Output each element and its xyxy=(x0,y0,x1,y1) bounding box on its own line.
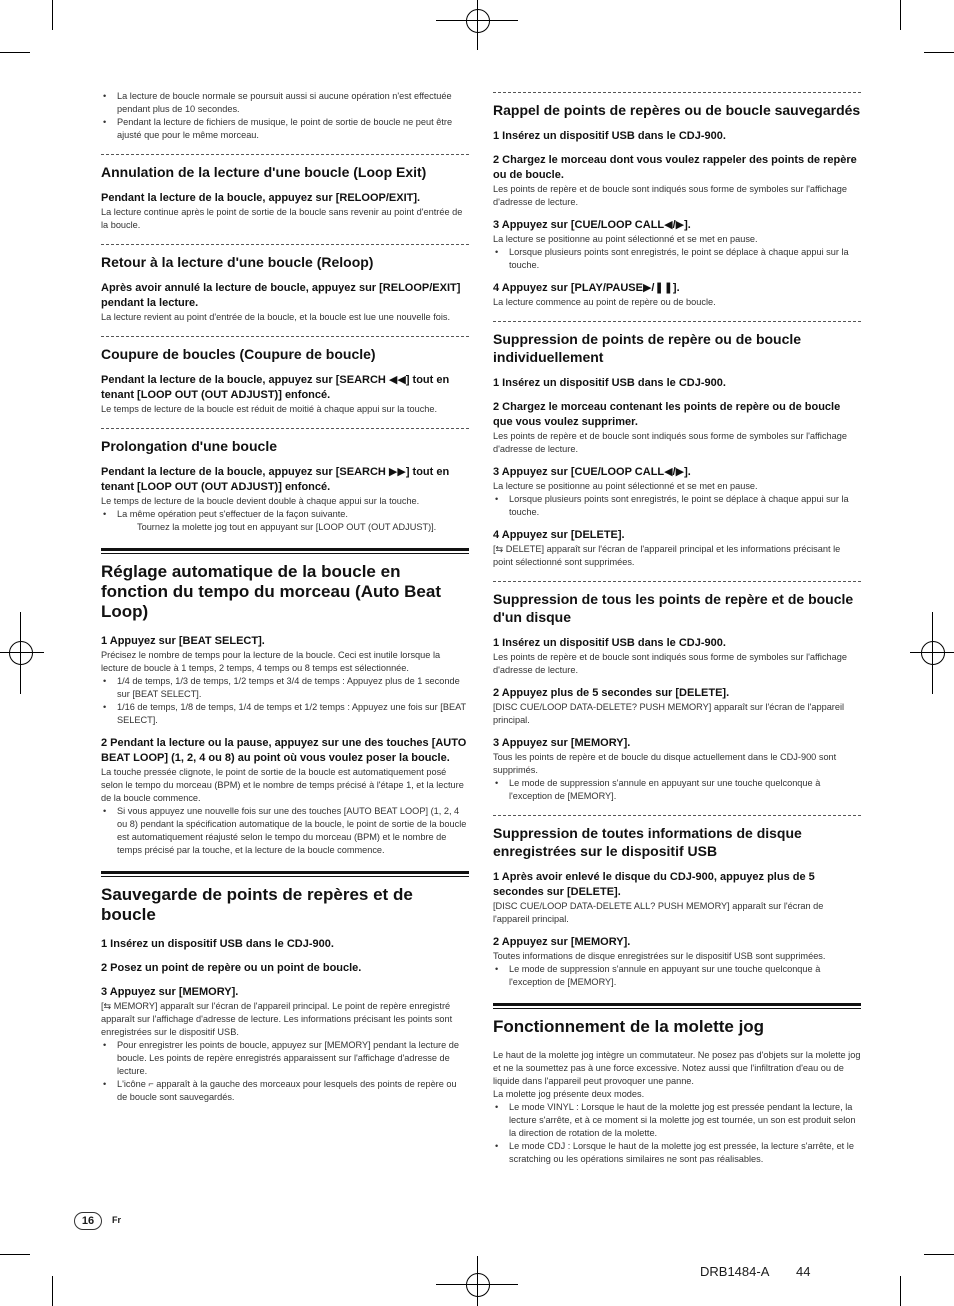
crop-mark xyxy=(924,52,954,53)
crop-mark xyxy=(900,1276,901,1306)
paragraph: Toutes informations de disque enregistrées sur le dispositif USB sont supprimées. xyxy=(493,951,826,961)
step: 4 Appuyez sur [DELETE]. xyxy=(493,529,625,541)
divider xyxy=(493,1003,861,1006)
bullet-list xyxy=(493,1101,861,1166)
divider xyxy=(493,92,861,93)
divider xyxy=(101,553,469,554)
step: 1 Après avoir enlevé le disque du CDJ-900, appuyez plus de 5 secondes sur [DELETE]. xyxy=(493,871,815,898)
paragraph: [⇆ DELETE] apparaît sur l'écran de l'appareil principal et les informations précisant le point sélectionné sont supprimées. xyxy=(493,544,841,567)
bullet-list xyxy=(101,1039,469,1104)
paragraph: Le temps de lecture de la boucle est réduit de moitié à chaque appui sur la touche. xyxy=(101,404,438,414)
sheet-number: 44 xyxy=(796,1264,811,1279)
divider xyxy=(101,244,469,245)
bullet-list xyxy=(101,675,469,727)
paragraph: La lecture se positionne au point sélectionné et se met en pause. xyxy=(493,234,758,244)
list-item: • Le mode CDJ : Lorsque le haut de la molette jog est pressée, la lecture s'arrête, et le scratching ou les opérations similaires ne sont pas réalisables. xyxy=(509,1140,861,1166)
bullet-list xyxy=(101,508,469,521)
divider xyxy=(101,548,469,551)
list-item: • Le mode de suppression s'annule en appuyant sur une touche quelconque à l'exception de [MEMORY]. xyxy=(509,963,861,989)
crop-mark xyxy=(52,0,53,30)
paragraph: La molette jog présente deux modes. xyxy=(493,1089,645,1099)
divider xyxy=(493,815,861,816)
divider xyxy=(101,428,469,429)
crop-mark xyxy=(924,1254,954,1255)
step: 2 Chargez le morceau dont vous voulez rappeler des points de repère ou de boucle. xyxy=(493,154,857,181)
section-title-extend: Prolongation d'une boucle xyxy=(101,438,277,454)
paragraph: La lecture se positionne au point sélectionné et se met en pause. xyxy=(493,481,758,491)
section-title-loop-exit: Annulation de la lecture d'une boucle (Loop Exit) xyxy=(101,164,427,180)
list-item: • Si vous appuyez une nouvelle fois sur une des touches [AUTO BEAT LOOP] (1, 2, 4 ou 8) pendant la spécification automatique de la boucle, le point de sortie de la boucle est automatiquement réajusté selon le tempo du morceau (BPM) et le nombre de temps précisé par la touche, et la lecture de la boucle commence. xyxy=(117,805,469,857)
paragraph: Les points de repère et de boucle sont indiqués sous forme de symboles sur l'affichage d'adresse de lecture. xyxy=(493,431,847,454)
step: 2 Posez un point de repère ou un point de boucle. xyxy=(101,962,362,974)
step: 3 Appuyez sur [CUE/LOOP CALL◀/▶]. xyxy=(493,219,691,231)
crop-mark xyxy=(0,52,30,53)
divider xyxy=(101,336,469,337)
section-title-delete-individual: Suppression de points de repère ou de boucle individuellement xyxy=(493,331,802,365)
step: 2 Appuyez sur [MEMORY]. xyxy=(493,936,631,948)
list-item: • Pendant la lecture de fichiers de musique, le point de sortie de boucle ne peut être ajusté que pour le même morceau. xyxy=(117,116,469,142)
instruction: Pendant la lecture de la boucle, appuyez sur [RELOOP/EXIT]. xyxy=(101,192,421,204)
paragraph: Le haut de la molette jog intègre un commutateur. Ne posez pas d'objets sur la molette jog et ne la soumettez pas à une force excessive. Notez aussi que l'infiltration d'eau ou de liquide dans l'appareil peut provoquer une panne. xyxy=(493,1050,861,1086)
step: 2 Chargez le morceau contenant les points de repère ou de boucle que vous voulez supprimer. xyxy=(493,401,841,428)
bullet-list xyxy=(493,493,861,519)
page-number: 16 xyxy=(74,1212,102,1230)
step: 1 Appuyez sur [BEAT SELECT]. xyxy=(101,635,265,647)
paragraph: Tous les points de repère et de boucle du disque actuellement dans le CDJ-900 sont supprimés. xyxy=(493,752,837,775)
section-title-delete-disc: Suppression de tous les points de repère et de boucle d'un disque xyxy=(493,591,854,625)
paragraph: La lecture continue après le point de sortie de la boucle sans revenir au point d'entrée de la boucle. xyxy=(101,207,463,230)
divider xyxy=(101,154,469,155)
paragraph: Les points de repère et de boucle sont indiqués sous forme de symboles sur l'affichage d'adresse de lecture. xyxy=(493,652,847,675)
list-item: • 1/16 de temps, 1/8 de temps, 1/4 de temps et 1/2 temps : Appuyez une fois sur [BEAT SELECT]. xyxy=(117,701,469,727)
paragraph: La lecture revient au point d'entrée de la boucle, et la boucle est lue une nouvelle fois. xyxy=(101,312,451,322)
left-column xyxy=(101,90,469,1104)
list-item: • 1/4 de temps, 1/3 de temps, 1/2 temps et 3/4 de temps : Appuyez plus de 1 seconde sur [BEAT SELECT]. xyxy=(117,675,469,701)
section-title-delete-all: Suppression de toutes informations de disque enregistrées sur le dispositif USB xyxy=(493,825,802,859)
language-code: Fr xyxy=(112,1215,121,1225)
crop-mark xyxy=(900,0,901,30)
instruction: Après avoir annulé la lecture de boucle, appuyez sur [RELOOP/EXIT] pendant la lecture. xyxy=(101,282,461,309)
divider xyxy=(493,1008,861,1009)
step: 2 Appuyez plus de 5 secondes sur [DELETE]. xyxy=(493,687,730,699)
list-item: • L'icône ⌐ apparaît à la gauche des morceaux pour lesquels des points de repère ou de boucle sont sauvegardés. xyxy=(117,1078,469,1104)
step: 4 Appuyez sur [PLAY/PAUSE▶/❚❚]. xyxy=(493,282,680,294)
instruction: Pendant la lecture de la boucle, appuyez sur [SEARCH ▶▶] tout en tenant [LOOP OUT (OUT ADJUST)] enfoncé. xyxy=(101,466,450,493)
step: 3 Appuyez sur [MEMORY]. xyxy=(101,986,239,998)
paragraph: Le temps de lecture de la boucle devient double à chaque appui sur la touche. xyxy=(101,496,420,506)
bullet-list xyxy=(493,963,861,989)
paragraph: [DISC CUE/LOOP DATA-DELETE ALL? PUSH MEMORY] apparaît sur l'écran de l'appareil principal. xyxy=(493,901,824,924)
paragraph: Précisez le nombre de temps pour la lecture de la boucle. Ceci est inutile lorsque la lecture de boucle à 1 temps, 2 temps, 4 temps ou 8 temps est sélectionnée. xyxy=(101,650,441,673)
paragraph: [⇆ MEMORY] apparaît sur l'écran de l'appareil principal. Le point de repère enregistré apparaît sur l'affichage d'adresse de lecture. Les informations précisant les points sont enregistrées sur le dispositif USB. xyxy=(101,1001,453,1037)
step: 3 Appuyez sur [CUE/LOOP CALL◀/▶]. xyxy=(493,466,691,478)
divider xyxy=(493,321,861,322)
list-item: • Le mode de suppression s'annule en appuyant sur une touche quelconque à l'exception de [MEMORY]. xyxy=(509,777,861,803)
divider xyxy=(101,871,469,874)
instruction: Pendant la lecture de la boucle, appuyez sur [SEARCH ◀◀] tout en tenant [LOOP OUT (OUT ADJUST)] enfoncé. xyxy=(101,374,450,401)
step: 2 Pendant la lecture ou la pause, appuyez sur une des touches [AUTO BEAT LOOP] (1, 2, 4 ou 8) au point où vous voulez poser la boucle. xyxy=(101,737,467,764)
section-title-cut: Coupure de boucles (Coupure de boucle) xyxy=(101,346,376,362)
divider xyxy=(101,876,469,877)
step: 1 Insérez un dispositif USB dans le CDJ-900. xyxy=(493,377,726,389)
list-item: • Lorsque plusieurs points sont enregistrés, le point se déplace à chaque appui sur la touche. xyxy=(509,493,861,519)
intro-bullets xyxy=(101,90,469,142)
paragraph: Les points de repère et de boucle sont indiqués sous forme de symboles sur l'affichage d'adresse de lecture. xyxy=(493,184,847,207)
bullet-list xyxy=(493,246,861,272)
document-code: DRB1484-A xyxy=(700,1264,770,1279)
list-item: • Le mode VINYL : Lorsque le haut de la molette jog est pressée pendant la lecture, la lecture s'arrête, et à ce moment si la molette jog est tournée, un son est produit selon la direction de rotation de la molette. xyxy=(509,1101,861,1140)
crop-mark xyxy=(0,1254,30,1255)
section-title-auto-beat-loop: Réglage automatique de la boucle en fonction du tempo du morceau (Auto Beat Loop) xyxy=(101,562,441,621)
paragraph: La lecture commence au point de repère ou de boucle. xyxy=(493,297,716,307)
paragraph: Tournez la molette jog tout en appuyant sur [LOOP OUT (OUT ADJUST)]. xyxy=(137,522,437,532)
divider xyxy=(493,581,861,582)
step: 1 Insérez un dispositif USB dans le CDJ-900. xyxy=(493,637,726,649)
crop-mark xyxy=(52,1276,53,1306)
section-title-save: Sauvegarde de points de repères et de boucle xyxy=(101,885,413,924)
section-title-recall: Rappel de points de repères ou de boucle sauvegardés xyxy=(493,102,861,118)
list-item: • Pour enregistrer les points de boucle, appuyez sur [MEMORY] pendant la lecture de boucle. Les points de repère enregistrés apparaissent sur l'affichage d'adresse de lecture. xyxy=(117,1039,469,1078)
bullet-list xyxy=(101,805,469,857)
step: 1 Insérez un dispositif USB dans le CDJ-900. xyxy=(493,130,726,142)
paragraph: [DISC CUE/LOOP DATA-DELETE? PUSH MEMORY] apparaît sur l'écran de l'appareil principal. xyxy=(493,702,845,725)
step: 3 Appuyez sur [MEMORY]. xyxy=(493,737,631,749)
bullet-list xyxy=(493,777,861,803)
list-item: • La même opération peut s'effectuer de la façon suivante. xyxy=(117,508,469,521)
list-item: • La lecture de boucle normale se poursuit aussi si aucune opération n'est effectuée pendant plus de 10 secondes. xyxy=(117,90,469,116)
section-title-reloop: Retour à la lecture d'une boucle (Reloop) xyxy=(101,254,374,270)
section-title-jog: Fonctionnement de la molette jog xyxy=(493,1017,765,1036)
right-column xyxy=(493,90,861,1166)
step: 1 Insérez un dispositif USB dans le CDJ-900. xyxy=(101,938,334,950)
paragraph: La touche pressée clignote, le point de sortie de la boucle est automatiquement posé selon le tempo du morceau (BPM) et le nombre de temps précisé à l'étape 1, et la lecture de la boucle commence. xyxy=(101,767,464,803)
list-item: • Lorsque plusieurs points sont enregistrés, le point se déplace à chaque appui sur la touche. xyxy=(509,246,861,272)
